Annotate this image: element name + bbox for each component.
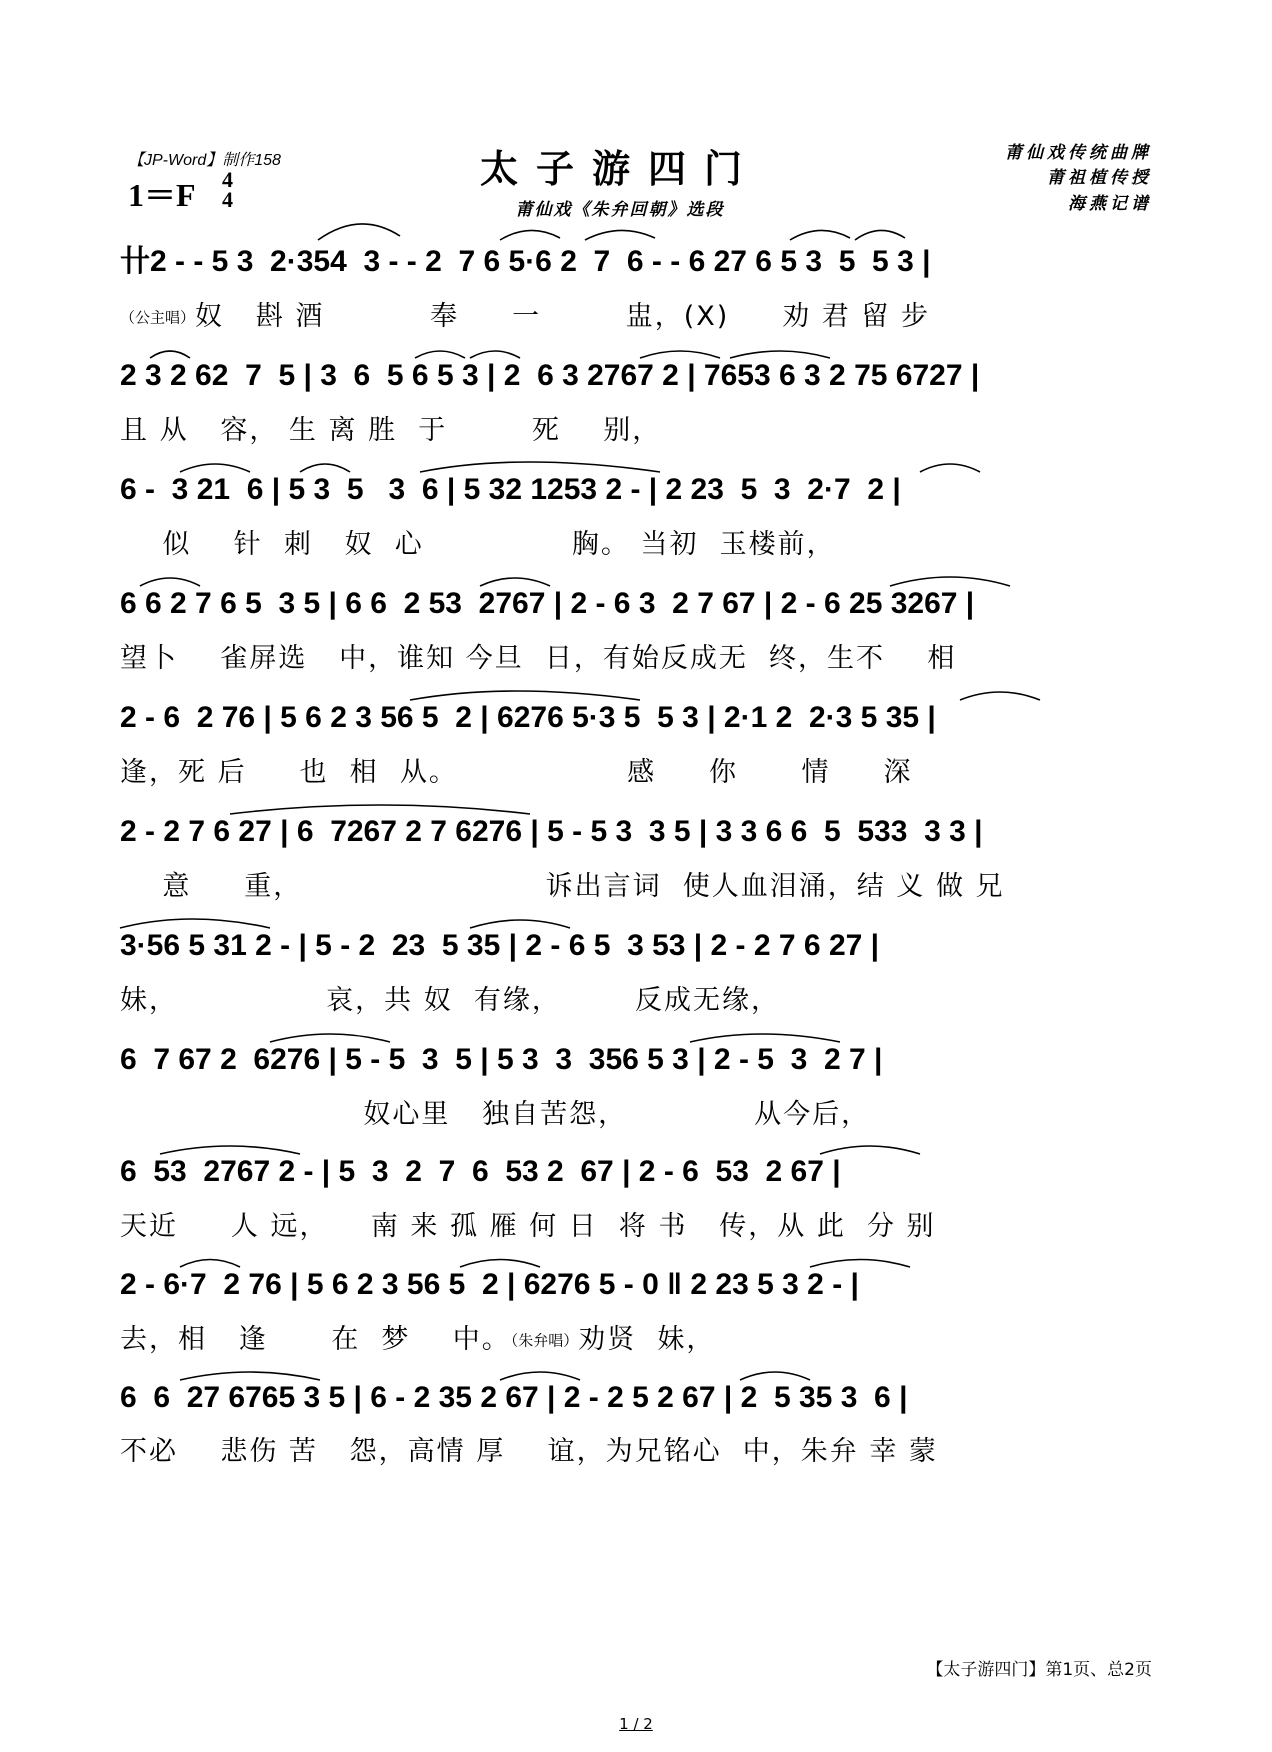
- lyrics-text: 去，相 逢 在 梦 中。: [120, 1324, 511, 1355]
- time-signature: [222, 167, 233, 212]
- lyrics-text: 奴 斟 酒 奉 一 盅，(X) 劝 君 留 步: [195, 301, 930, 332]
- singer-role: （朱弁唱）: [510, 1331, 579, 1350]
- page-title: 太子游四门: [479, 146, 760, 191]
- page-footer-label: 【太子游四门】第1页、总2页: [926, 1660, 1152, 1680]
- lyrics-line-6: 意 重， 诉出言词 使人血泪涌，结 义 做 兄: [120, 871, 1005, 902]
- maker-label: 【JP-Word】制作158: [128, 152, 281, 169]
- lyrics-line-2: 且 从 容， 生 离 胜 于 死 别，: [120, 415, 662, 446]
- lyrics-line-8: 奴心里 独自苦怨， 从今后，: [120, 1099, 871, 1130]
- singer-role: （公主唱）: [120, 308, 196, 327]
- time-bottom: 4: [222, 187, 233, 212]
- lyrics-line-5: 逢，死 后 也 相 从。 感 你 情 深: [120, 757, 913, 788]
- lyrics-line-1: [120, 297, 1150, 337]
- notes-line-5: 2 - 6 2 76 | 5 6 2 3 56 5 2 | 6276 5·3 5 5 3 | 2·1 2 2·3 5 35 |: [120, 701, 936, 734]
- credit-teacher: 莆祖植传授: [1047, 168, 1152, 188]
- notes-line-6: 2 - 2 7 6 27 | 6 7267 2 7 6276 | 5 - 5 3 3 5 | 3 3 6 6 5 533 3 3 |: [120, 815, 983, 848]
- lyrics-line-4: 望卜 雀屏选 中，谁知 今旦 日，有始反成无 终，生不 相: [120, 643, 957, 674]
- notes-line-8: 6 7 67 2 6276 | 5 - 5 3 5 | 5 3 3 356 5 3 | 2 - 5 3 2 7 |: [120, 1043, 883, 1076]
- notes-line-11: 6 6 27 6765 3 5 | 6 - 2 35 2 67 | 2 - 2 5 2 67 | 2 5 35 3 6 |: [120, 1381, 908, 1414]
- page-subtitle: 莆仙戏《朱弁回朝》选段: [515, 200, 725, 220]
- key-signature: 1＝F: [128, 177, 196, 213]
- time-top: 4: [222, 167, 233, 192]
- notes-line-9: 6 53 2767 2 - | 5 3 2 7 6 53 2 67 | 2 - 6 53 2 67 |: [120, 1155, 841, 1188]
- lyrics-line-10: [120, 1320, 1150, 1360]
- credit-genre: 莆仙戏传统曲牌: [1005, 143, 1152, 163]
- notes-line-1: 卄2 - - 5 3 2·354 3 - - 2 7 6 5·6 2 7 6 - - 6 27 6 5 3 5 5 3 |: [120, 245, 931, 278]
- lyrics-line-11: 不必 悲伤 苦 怨，高情 厚 谊，为兄铭心 中，朱弁 幸 蒙: [120, 1436, 938, 1467]
- lyrics-line-3: 似 针 刺 奴 心 胸。 当初 玉楼前，: [120, 529, 836, 560]
- notes-line-10: 2 - 6·7 2 76 | 5 6 2 3 56 5 2 | 6276 5 - 0 ‖ 2 23 5 3 2 - |: [120, 1268, 859, 1301]
- notes-line-4: 6 6 2 7 6 5 3 5 | 6 6 2 53 2767 | 2 - 6 3 2 7 67 | 2 - 6 25 3267 |: [120, 587, 975, 620]
- lyrics-text: 劝贤 妹，: [578, 1324, 716, 1355]
- notes-line-2: 2 3 2 62 7 5 | 3 6 5 6 5 3 | 2 6 3 2767 2 | 7653 6 3 2 75 6727 |: [120, 359, 980, 392]
- lyrics-line-7: 妹， 哀，共 奴 有缘， 反成无缘，: [120, 985, 780, 1016]
- lyrics-line-9: 天近 人 远， 南 来 孤 雁 何 日 将 书 传，从 此 分 别: [120, 1211, 936, 1242]
- credit-transcriber: 海燕记谱: [1068, 194, 1152, 214]
- notes-line-3: 6 - 3 21 6 | 5 3 5 3 6 | 5 32 1253 2 - | 2 23 5 3 2·7 2 |: [120, 473, 901, 506]
- page-number: 1 / 2: [619, 1715, 653, 1733]
- notes-line-7: 3·56 5 31 2 - | 5 - 2 23 5 35 | 2 - 6 5 3 53 | 2 - 2 7 6 27 |: [120, 929, 880, 962]
